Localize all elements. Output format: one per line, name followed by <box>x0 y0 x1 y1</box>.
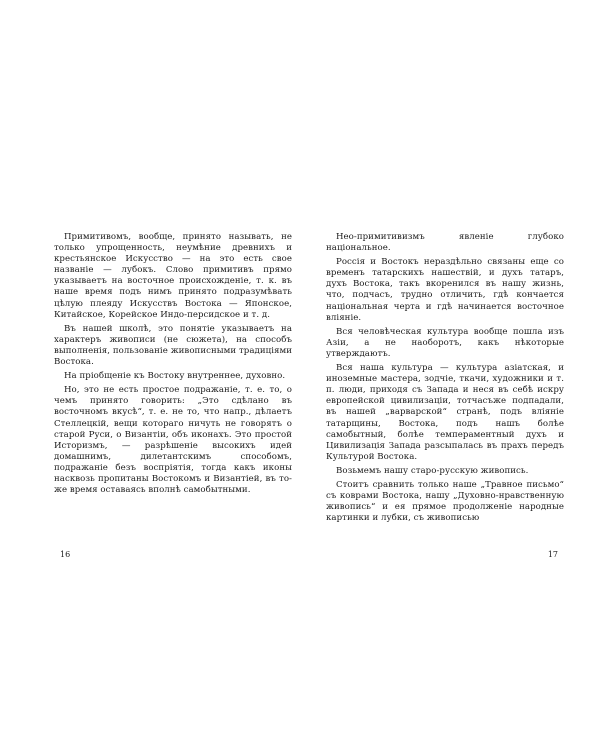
right-paragraph-6: Стоитъ сравнить только наше „Травное письмо“ съ коврами Востока, нашу „Духовно-нравственную живопись“ и ея прямое продолженіе народные картинки и лубки, съ живописью <box>326 479 564 524</box>
left-paragraph-4: Но, это не есть простое подражаніе, т. е. то, о чемъ принято говорить: „Это сдѣлано въ восточномъ вкусѣ“, т. е. не то, что напр., дѣлаетъ Стеллецкій, вещи котораго ничуть не говорятъ о старой Руси, о Византіи, объ иконахъ. Это простой Историзмъ, — разрѣшеніе высокихъ идей домашнимъ, дилетантскимъ способомъ, подражаніе безъ воспріятія, тогда какъ иконы насквозь пропитаны Востокомъ и Византіей, въ то-же время оставаясь вполнѣ самобытными. <box>54 385 292 496</box>
right-paragraph-2: Россія и Востокъ нераздѣльно связаны еще со временъ татарскихъ нашествій, и духъ татаръ, духъ Востока, такъ вкоренился въ нашу жизнь, что, подчасъ, трудно отличить, гдѣ кончается національная черта и гдѣ начинается восточное вліяніе. <box>326 257 564 323</box>
left-paragraph-1: Примитивомъ, вообще, принято называть, не только упрощенность, неумѣние древнихъ и крестьянское Искусство — на это есть свое названіе — лубокъ. Слово примитивъ прямо указываетъ на восточное происхожденіе, т. к. въ наше время подъ нимъ принято подразумѣвать цѣлую плеяду Искусствъ Востока — Японское, Китайское, Корейское Индо-персидское и т. д. <box>54 232 292 320</box>
left-paragraph-3: На пріобщеніе къ Востоку внутреннее, духовно. <box>64 371 286 382</box>
right-paragraph-1: Нео-примитивизмъ явленіе глубоко національное. <box>326 232 564 254</box>
right-page-number: 17 <box>547 550 558 559</box>
left-page-number: 16 <box>60 550 71 559</box>
left-paragraph-2: Въ нашей школѣ, это понятіе указываетъ на характеръ живописи (не сюжета), на способъ выполненія, пользованіе живописными традиціями Востока. <box>54 323 292 368</box>
right-paragraph-4: Вся наша культура — культура азіатская, и иноземные мастера, зодчіе, ткачи, художники и т. п. люди, приходя съ Запада и неся въ себѣ искру европейской цивилизаціи, тотчасъже подпадали, въ нашей „варварской“ странѣ, подъ вліяніе татарщины, Востока, подъ нашъ болѣе самобытный, болѣе темпераментный духъ и Цивилизація Запада разсыпалась въ прахъ передъ Культурой Востока. <box>326 363 564 462</box>
right-page <box>326 232 564 559</box>
right-paragraph-3: Вся человѣческая культура вообще пошла изъ Азіи, а не наоборотъ, какъ нѣкоторые утверждаютъ. <box>326 326 564 359</box>
left-page <box>54 232 292 559</box>
right-paragraph-5: Возьмемъ нашу старо-русскую живопись. <box>336 465 529 476</box>
